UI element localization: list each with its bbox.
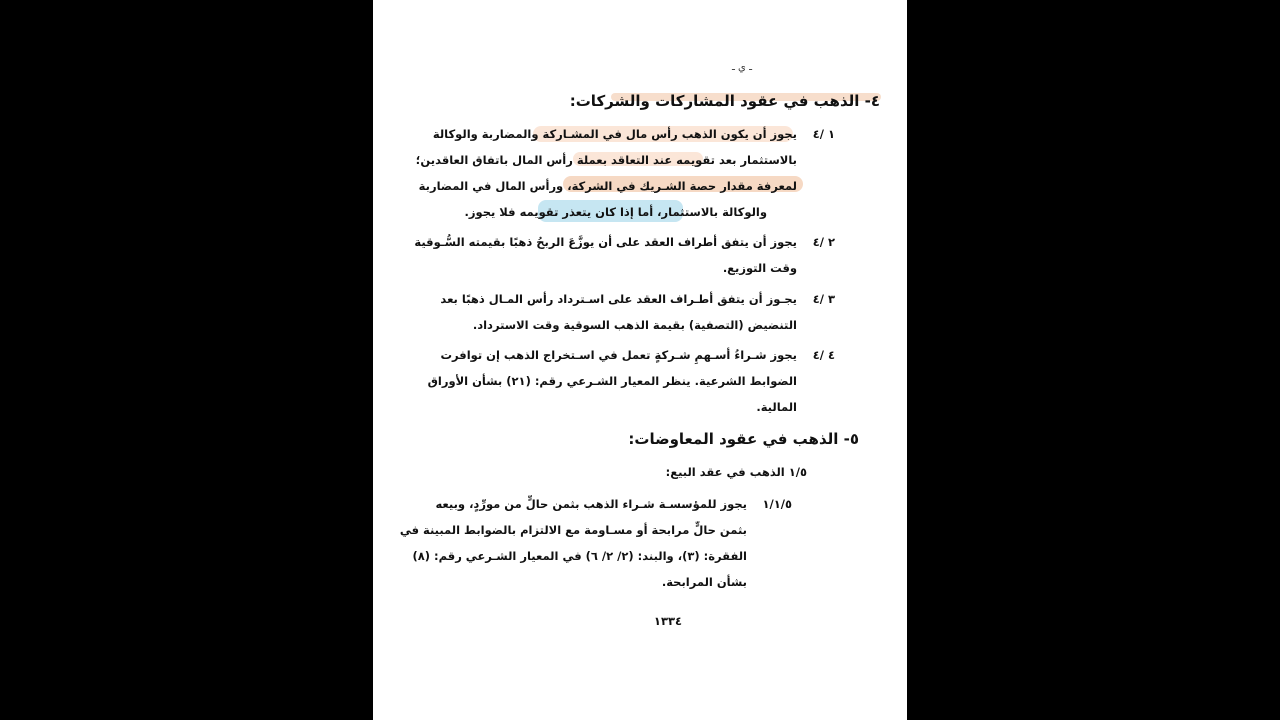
item-number: ١ /٤ xyxy=(812,127,835,141)
section-heading: ٥- الذهب في عقود المعاوضات: xyxy=(628,430,859,448)
paragraph-line: المالية. xyxy=(756,400,797,414)
paragraph-line: يجوز أن يكون الذهب رأس مال في المشـاركة والمضاربة والوكالة xyxy=(432,127,797,141)
paragraph-line: يجوز شـراءُ أسـهمِ شـركةٍ تعمل في اسـتخراج الذهب إن توافرت xyxy=(440,348,797,362)
paragraph-line: يجوز أن يتفق أطراف العقد على أن يوزَّعَ الربحُ ذهبًا بقيمته السُّـوقية xyxy=(414,235,797,249)
page-top-fragment: ـ ي ـ xyxy=(731,62,752,73)
paragraph-line: وقت التوزيع. xyxy=(722,261,797,275)
paragraph-line: يجـوز أن يتفق أطـراف العقد على اسـترداد رأس المـال ذهبًا بعد xyxy=(440,292,797,306)
item-number: ١/١/٥ xyxy=(762,497,792,511)
paragraph-line: والوكالة بالاستثمار، أما إذا كان يتعذر تقويمه فلا يجوز. xyxy=(464,205,767,219)
section-heading: ٤- الذهب في عقود المشاركات والشركات: xyxy=(569,92,880,110)
item-number: ٤ /٤ xyxy=(812,348,835,362)
paragraph-line: بثمن حالٍّ مرابحة أو مسـاومة مع الالتزام بالضوابط المبينة في xyxy=(399,523,747,537)
document-page xyxy=(373,0,907,720)
item-number: ٢ /٤ xyxy=(812,235,835,249)
paragraph-line: لمعرفة مقدار حصة الشـريك في الشركة، ورأس المال في المضاربة xyxy=(418,179,797,193)
page-number: ١٣٣٤ xyxy=(653,614,682,628)
subsection-heading: ١/٥ الذهب في عقد البيع: xyxy=(665,465,807,479)
paragraph-line: الفقرة: (٣)، والبند: (٢/ ٢/ ٦) في المعيار الشـرعي رقم: (٨) xyxy=(412,549,747,563)
paragraph-line: بالاستثمار بعد تقويمه عند التعاقد بعملة رأس المال باتفاق العاقدين؛ xyxy=(415,153,797,167)
paragraph-line: التنضيض (التصفية) بقيمة الذهب السوقية وقت الاسترداد. xyxy=(472,318,797,332)
paragraph-line: يجوز للمؤسسـة شـراء الذهب بثمن حالٍّ من مورِّدٍ، وبيعه xyxy=(435,497,747,511)
paragraph-line: بشأن المرابحة. xyxy=(661,575,747,589)
item-number: ٣ /٤ xyxy=(812,292,835,306)
paragraph-line: الضوابط الشرعية. ينظر المعيار الشـرعي رقم: (٢١) بشأن الأوراق xyxy=(427,374,797,388)
